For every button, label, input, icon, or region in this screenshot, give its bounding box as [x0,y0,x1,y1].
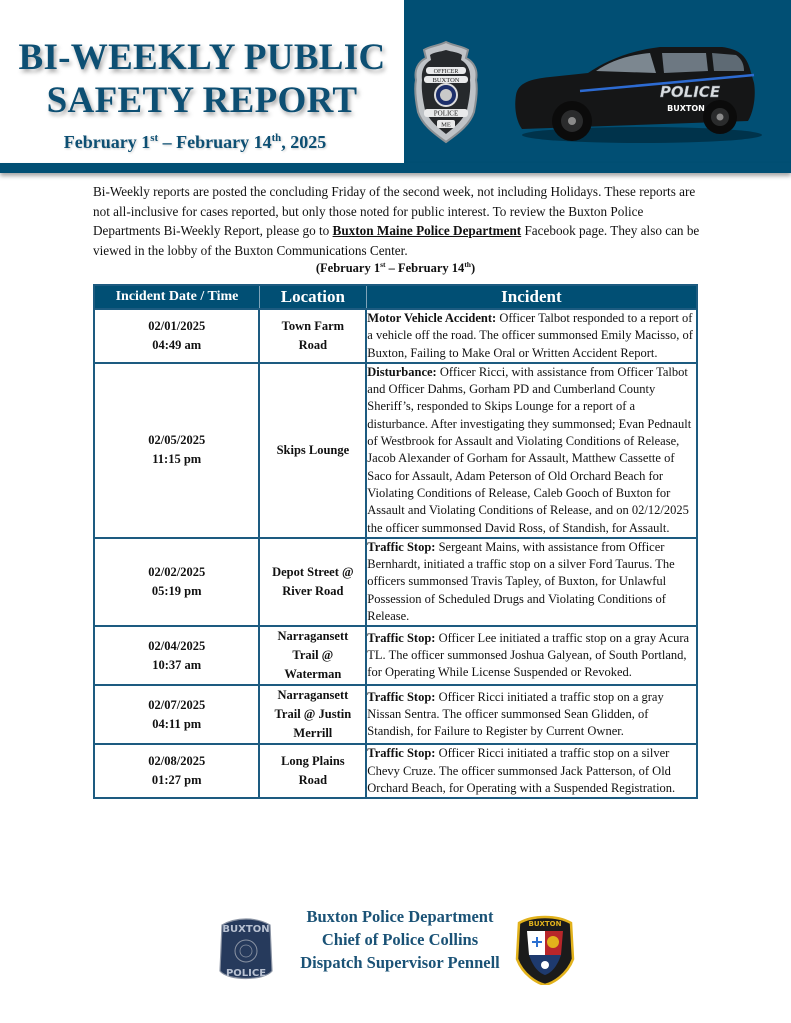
footer-chief: Chief of Police Collins [321,930,479,949]
report-date-range [0,132,390,153]
title-line-2: SAFETY REPORT [46,80,358,121]
date-start-suffix: st [150,132,159,144]
badge-text-buxton: BUXTON [432,77,460,84]
table-row [94,309,697,363]
caption-start-suffix: st [380,259,386,269]
location-cell [259,363,366,538]
location-line: Town Farm [281,318,345,333]
incident-cell [366,309,697,363]
table-caption [93,261,698,276]
incident-time: 04:49 am [152,337,202,352]
caption-start: (February 1 [315,261,381,275]
table-header-row [94,285,697,309]
date-time-cell [94,363,259,538]
table-row [94,538,697,626]
incident-description: Officer Talbot responded to a report of a vehicle off the road. The officer summonsed Emily Macisso, of Buxton, Failing to Make Oral or Written Accident Report. [367,311,693,360]
header-incident: Incident [366,285,697,309]
police-car-icon [510,25,772,147]
incident-time: 04:11 pm [152,716,202,731]
location-cell [259,626,366,685]
incident-description: Officer Ricci initiated a traffic stop on a silver Chevy Cruze. The officer summonsed Jack Patterson, of Old Orchard Beach, for Operating with a Suspended Registration. [367,746,676,795]
intro-text-start: Bi-Weekly reports are posted the concluding Friday of the second week, not including Holidays. These reports are not all-inclusive for cases reported, but only those noted for public interest. To review the Buxton Police Departments Bi-Weekly Report, please go to [93,184,696,238]
header-location: Location [259,285,366,309]
buxton-police-patch-icon [218,915,274,985]
date-time-cell [94,309,259,363]
location-line: Merrill [293,726,333,741]
date-end: – February 14 [158,132,272,152]
incident-date: 02/02/2025 [148,565,206,580]
location-line: Long Plains [281,754,345,769]
caption-end: – February 14 [385,261,465,275]
incident-description: Sergeant Mains, with assistance from Officer Bernhardt, initiated a traffic stop on a silver Ford Taurus. The officers summonsed Travis Tapley, of Buxton, for Unlawful Possession of Scheduled Drugs and Violating Conditions of Release. [367,539,675,624]
incident-type: Traffic Stop: [367,630,436,645]
footer-signature [270,905,530,974]
incident-cell [366,626,697,685]
incident-type: Motor Vehicle Accident: [367,311,497,325]
footer-department: Buxton Police Department [306,907,494,926]
table-row [94,626,697,685]
banner-divider [0,163,791,173]
badge-text-officer: OFFICER [433,69,459,75]
date-year: , 2025 [281,132,327,152]
location-cell [259,538,366,626]
incident-description: Officer Ricci initiated a traffic stop on a gray Nissan Sentra. The officer summonsed Sean Glidden, of Standish, for Failure to Register by Current Owner. [367,689,664,739]
incident-time: 10:37 am [152,657,202,672]
location-line: Skips Lounge [276,442,350,457]
table-row [94,744,697,798]
car-text-police: POLICE [659,83,721,101]
date-time-cell [94,685,259,744]
police-badge-icon [412,40,480,144]
location-line: Trail @ Justin [274,707,352,722]
incident-cell [366,538,697,626]
incident-cell [366,744,697,798]
incident-date: 02/04/2025 [148,638,206,653]
car-text-buxton: BUXTON [667,104,705,113]
facebook-page-link[interactable]: Buxton Maine Police Department [332,223,522,238]
incident-type: Traffic Stop: [367,539,436,554]
incident-description: Officer Lee initiated a traffic stop on a gray Acura TL. The officer summonsed Joshua Galyean, of South Portland, for Operating While License Suspended or Revoked. [367,630,690,680]
incident-date: 02/07/2025 [148,697,206,712]
date-start: February 1 [63,132,151,152]
report-title [0,36,404,122]
incident-date: 02/08/2025 [148,754,206,769]
location-line: Narragansett [277,629,349,644]
intro-text-end: Facebook page. They also can be viewed in the lobby of the Buxton Communications Center. [93,223,700,258]
incident-date: 02/05/2025 [148,433,206,448]
table-row [94,363,697,538]
location-line: Waterman [284,667,342,682]
location-line: Road [298,773,328,788]
location-line: River Road [282,584,344,599]
incident-type: Disturbance: [367,364,437,379]
incident-time: 01:27 pm [151,773,202,788]
footer-dispatch-supervisor: Dispatch Supervisor Pennell [300,953,500,972]
caption-end-suffix: th [464,259,471,269]
patch-text-buxton: BUXTON [222,924,270,935]
incident-description: Officer Ricci, with assistance from Officer Talbot and Officer Dahms, Gorham PD and Cumberland County Sheriff’s, responded to Skips Lounge for a report of a disturbance. After investigating they summonsed; Evan Pednault of Westbrook for Assault and Violating Conditions of Release, Jacob Alexander of Gorham for Assault, Matthew Cassette of Saco for Assault, Adam Peterson of Old Orchard Beach for Violating Conditions of Release, Caleb Gooch of Buxton for Assault and Violating Conditions of Release, and on 02/12/2025 the officer summonsed David Ross, of Standish, for Assault. [367,364,692,535]
location-line: Depot Street @ [272,565,354,580]
incident-time: 11:15 pm [152,452,202,467]
location-line: Road [298,337,328,352]
title-line-1: BI-WEEKLY PUBLIC [18,37,386,78]
header-banner [0,0,791,175]
patch-text-police: POLICE [225,968,267,979]
caption-close: ) [470,261,476,275]
location-line: Trail @ [292,648,334,663]
incident-time: 05:19 pm [151,584,202,599]
buxton-emergency-communications-patch-icon [513,913,577,985]
incident-date: 02/01/2025 [148,318,206,333]
location-cell [259,744,366,798]
intro-paragraph [93,182,703,260]
patch-text-buxton: BUXTON [528,920,562,928]
badge-text-state: ME [441,121,451,129]
incident-table [93,284,698,799]
date-time-cell [94,626,259,685]
badge-text-police: POLICE [433,109,459,118]
incident-type: Traffic Stop: [367,746,436,761]
date-time-cell [94,744,259,798]
header-date-time: Incident Date / Time [94,285,259,309]
table-row [94,685,697,744]
date-end-suffix: th [271,132,282,144]
date-time-cell [94,538,259,626]
incident-cell [366,363,697,538]
location-line: Narragansett [277,688,349,703]
incident-type: Traffic Stop: [367,689,436,704]
location-cell [259,309,366,363]
incident-cell [366,685,697,744]
location-cell [259,685,366,744]
